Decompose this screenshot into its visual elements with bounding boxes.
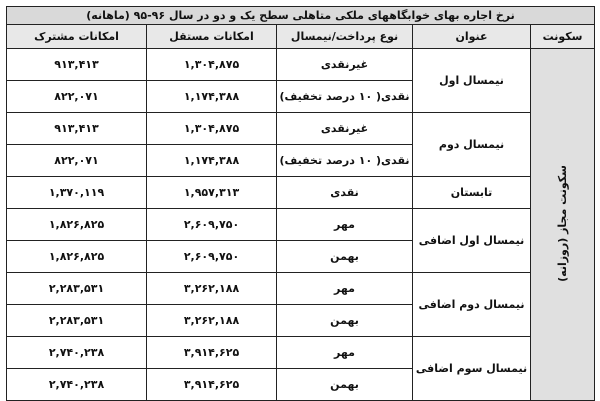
payment-cell: مهر xyxy=(277,209,413,241)
shared-cell: ۲,۲۸۳,۵۳۱ xyxy=(7,273,147,305)
rent-rates-table xyxy=(6,6,595,401)
independent-cell: ۱,۳۰۴,۸۷۵ xyxy=(147,49,277,81)
group-title: نیمسال سوم اضافی xyxy=(413,337,531,401)
table-row xyxy=(7,337,595,369)
independent-cell: ۱,۱۷۴,۳۸۸ xyxy=(147,81,277,113)
independent-cell: ۳,۲۶۲,۱۸۸ xyxy=(147,305,277,337)
group-title: نیمسال اول اضافی xyxy=(413,209,531,273)
shared-cell: ۱,۸۲۶,۸۲۵ xyxy=(7,241,147,273)
payment-cell: غیرنقدی xyxy=(277,49,413,81)
header-title: عنوان xyxy=(413,25,531,49)
table-row xyxy=(7,113,595,145)
group-title: نیمسال دوم اضافی xyxy=(413,273,531,337)
payment-cell: بهمن xyxy=(277,241,413,273)
payment-cell: مهر xyxy=(277,273,413,305)
table-row xyxy=(7,273,595,305)
group-title: نیمسال دوم xyxy=(413,113,531,177)
shared-cell: ۹۱۳,۴۱۳ xyxy=(7,113,147,145)
group-title: تابستان xyxy=(413,177,531,209)
payment-cell: نقدی( ۱۰ درصد تخفیف) xyxy=(277,145,413,177)
table-header-row xyxy=(7,25,595,49)
payment-cell: نقدی( ۱۰ درصد تخفیف) xyxy=(277,81,413,113)
shared-cell: ۸۲۲,۰۷۱ xyxy=(7,81,147,113)
independent-cell: ۳,۹۱۴,۶۲۵ xyxy=(147,337,277,369)
dorm-type-cell xyxy=(531,49,595,401)
group-title: نیمسال اول xyxy=(413,49,531,113)
shared-cell: ۸۲۲,۰۷۱ xyxy=(7,145,147,177)
independent-cell: ۲,۶۰۹,۷۵۰ xyxy=(147,209,277,241)
independent-cell: ۳,۹۱۴,۶۲۵ xyxy=(147,369,277,401)
header-payment: نوع پرداخت/نیمسال xyxy=(277,25,413,49)
shared-cell: ۲,۲۸۳,۵۳۱ xyxy=(7,305,147,337)
payment-cell: نقدی xyxy=(277,177,413,209)
header-dorm: سکونت xyxy=(531,25,595,49)
independent-cell: ۳,۲۶۲,۱۸۸ xyxy=(147,273,277,305)
dorm-type-label: سکونت مجاز (روزانه) xyxy=(556,164,570,282)
independent-cell: ۱,۳۰۴,۸۷۵ xyxy=(147,113,277,145)
payment-cell: بهمن xyxy=(277,369,413,401)
independent-cell: ۱,۱۷۴,۳۸۸ xyxy=(147,145,277,177)
table-title-row xyxy=(7,7,595,25)
table-row xyxy=(7,209,595,241)
shared-cell: ۲,۷۴۰,۲۳۸ xyxy=(7,369,147,401)
shared-cell: ۹۱۳,۴۱۳ xyxy=(7,49,147,81)
table-title: نرخ اجاره بهای خوابگاههای ملکی متاهلی سطح یک و دو در سال ۹۶-۹۵ (ماهانه) xyxy=(7,7,595,25)
payment-cell: مهر xyxy=(277,337,413,369)
payment-cell: غیرنقدی xyxy=(277,113,413,145)
header-shared: امکانات مشترک xyxy=(7,25,147,49)
table-row xyxy=(7,49,595,81)
shared-cell: ۱,۳۷۰,۱۱۹ xyxy=(7,177,147,209)
shared-cell: ۱,۸۲۶,۸۲۵ xyxy=(7,209,147,241)
independent-cell: ۲,۶۰۹,۷۵۰ xyxy=(147,241,277,273)
shared-cell: ۲,۷۴۰,۲۳۸ xyxy=(7,337,147,369)
table-row xyxy=(7,177,595,209)
independent-cell: ۱,۹۵۷,۳۱۳ xyxy=(147,177,277,209)
header-independent: امکانات مستقل xyxy=(147,25,277,49)
payment-cell: بهمن xyxy=(277,305,413,337)
